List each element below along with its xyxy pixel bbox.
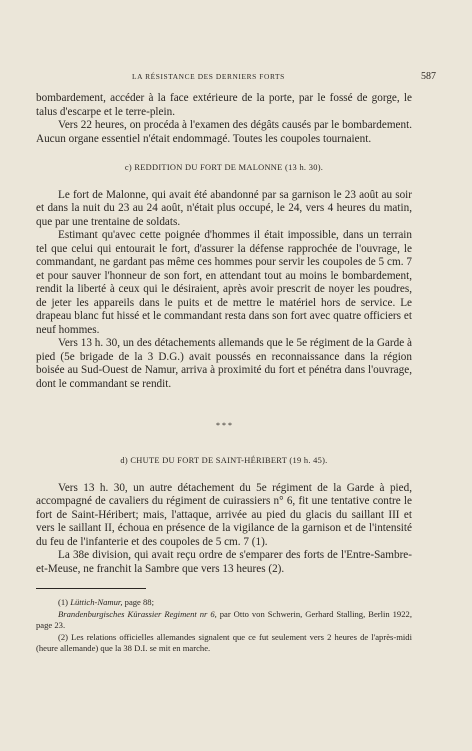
paragraph: Estimant qu'avec cette poignée d'hommes il était impossible, dans un terrain tel que celui qui entourait le fort, d'assurer la défense rapprochée de l'ouvrage, le commandant, ne gardant pas même ces hommes pour servir les coupoles de 5 cm. 7 et pour sauver l'honneur de son fort, en attendant tout au moins le bombardement, rendit la liberté à ceux qui le désiraient, après avoir prescrit de noyer les poudres, de jeter les appareils dans le puits et de mettre le matériel hors de service. Le drapeau blanc fut hissé et le commandant resta dans son fort avec quatre officiers et neuf hommes. bbox=[36, 229, 412, 336]
paragraph: bombardement, accéder à la face extérieure de la porte, par le fossé de gorge, le talus d'escarpe et le terre-plein. bbox=[36, 92, 412, 118]
footnote-work: Lüttich-Namur, bbox=[70, 597, 123, 607]
footnote-text: page 88; bbox=[124, 597, 154, 607]
section-title: CHUTE DU FORT DE SAINT-HÉRIBERT bbox=[130, 456, 287, 465]
paragraph: La 38e division, qui avait reçu ordre de s'emparer des forts de l'Entre-Sambre-et-Meuse, ne franchit la Sambre que vers 13 heures (2). bbox=[36, 549, 412, 575]
section-letter: c) bbox=[124, 163, 132, 172]
footnote-1 bbox=[36, 597, 412, 609]
section-heading-d bbox=[36, 454, 412, 468]
footnote-1-continued bbox=[36, 609, 412, 632]
page-number: 587 bbox=[421, 71, 436, 82]
footnote-2: (2) Les relations officielles allemandes signalent que ce fut seulement vers 2 heures de l'après-midi (heure allemande) que la 38 D.I. se mit en marche. bbox=[36, 631, 412, 654]
section-time: (13 h. 30). bbox=[284, 163, 324, 172]
section-title: REDDITION DU FORT DE MALONNE bbox=[134, 163, 283, 172]
section-heading-c bbox=[36, 161, 412, 175]
paragraph: Vers 13 h. 30, un autre détachement du 5e régiment de la Garde à pied, accompagné de cavaliers du régiment de cuirassiers n° 6, fit une tentative contre le fort de Saint-Héribert; mais, l'attaque, arrivée au pied du glacis du saillant III et vers le saillant II, échoua en présence de la vigilance de la garnison et de l'intensité du feu de l'infanterie et des coupoles de 5 cm. 7 (1). bbox=[36, 481, 412, 548]
paragraph: Vers 22 heures, on procéda à l'examen des dégâts causés par le bombardement. Aucun organe essentiel n'était endommagé. Toutes les coupoles tournaient. bbox=[36, 119, 412, 145]
footnote-work: Brandenburgisches Kürassier Regiment nr 6, bbox=[58, 608, 217, 619]
page-header bbox=[36, 72, 436, 86]
footnote-text: par Otto von Schwerin, Gerhard Stalling, Berlin 1922, page 23. bbox=[36, 608, 412, 631]
section-separator: * * * bbox=[216, 421, 232, 430]
paragraph: Vers 13 h. 30, un des détachements allemands que le 5e régiment de la Garde à pied (5e brigade de la 3 D.G.) avait poussés en reconnaissance dans la région boisée au Sud-Ouest de Namur, arriva à proximité du fort et pénétra dans l'ouvrage, dont le commandant se rendit. bbox=[36, 337, 412, 390]
page-body bbox=[36, 92, 412, 655]
section-letter: d) bbox=[120, 456, 128, 465]
running-title: LA RÉSISTANCE DES DERNIERS FORTS bbox=[132, 72, 285, 81]
footnote-number: (1) bbox=[58, 597, 69, 607]
paragraph: Le fort de Malonne, qui avait été abandonné par sa garnison le 23 août au soir et dans la nuit du 23 au 24 août, n'était plus occupé, le 24, vers 4 heures du matin, que par une trentaine de soldats. bbox=[36, 188, 412, 228]
section-time: (19 h. 45). bbox=[289, 456, 328, 465]
